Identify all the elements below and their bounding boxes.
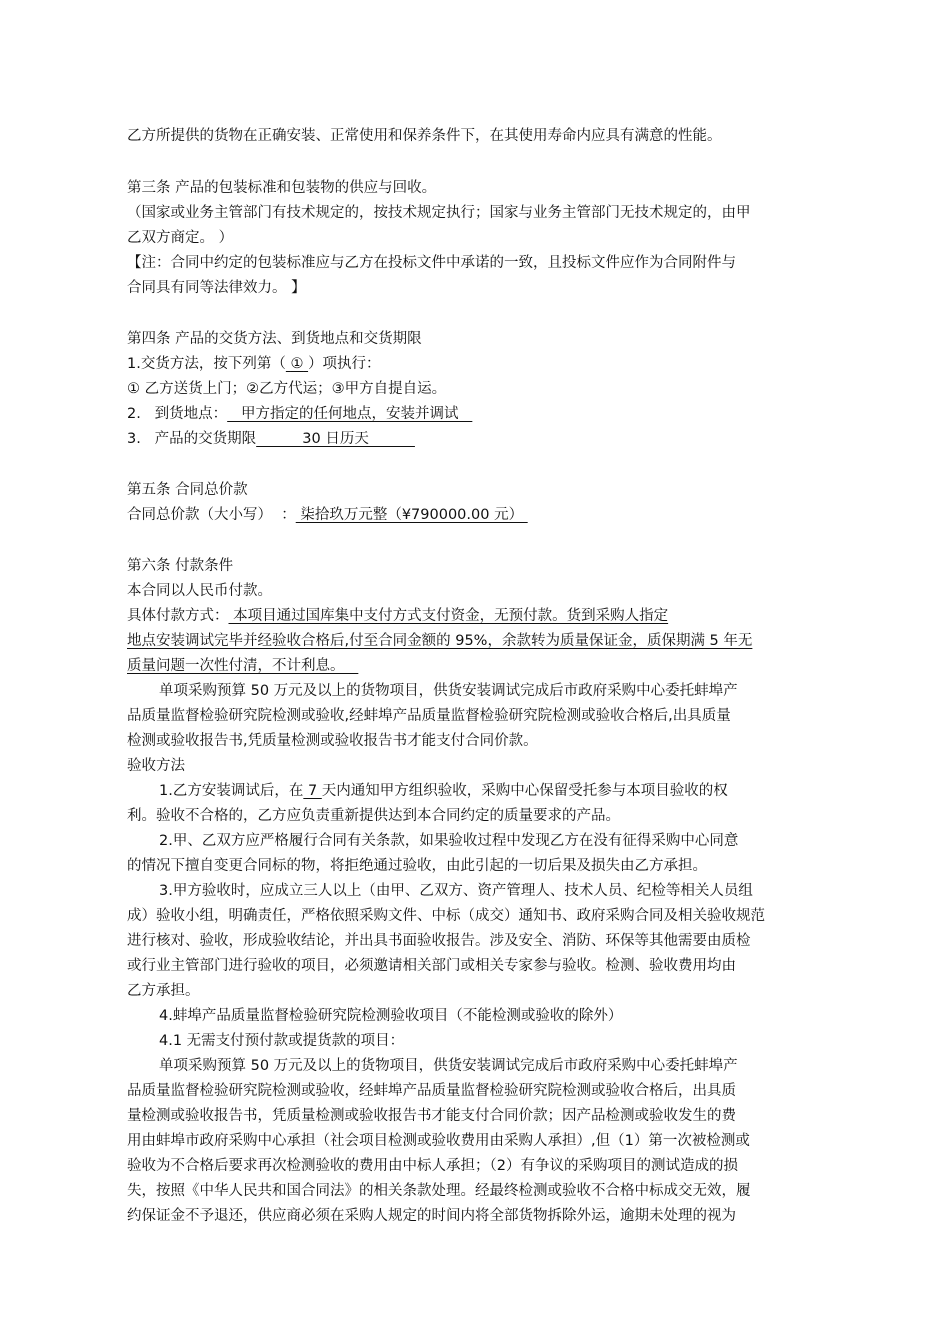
acceptance-item-1-prefix: 1.乙方安装调试后，在 <box>159 783 304 799</box>
delivery-method-choice <box>286 356 308 372</box>
acceptance-item-1-suffix: 天内通知甲方组织验收，采购中心保留受托参与本项目验收的权 <box>321 783 728 799</box>
delivery-method-line <box>127 354 381 374</box>
article-3-note-line: 乙双方商定。 ） <box>127 230 234 246</box>
payment-paragraph-line: 检测或验收报告书,凭质量检测或验收报告书才能支付合同价款。 <box>127 733 538 749</box>
payment-method-text: 本项目通过国库集中支付方式支付资金，无预付款。货到采购人指定 <box>228 608 669 624</box>
acceptance-item-4: 4.蚌埠产品质量监督检验研究院检测验收项目（不能检测或验收的除外） <box>159 1008 623 1024</box>
article-6-heading: 第六条 付款条件 <box>127 558 234 574</box>
acceptance-item-2-line: 2.甲、乙双方应严格履行合同有关条款，如果验收过程中发现乙方在没有征得采购中心同意 <box>159 833 739 849</box>
acceptance-item-1-line <box>159 781 728 801</box>
acceptance-item-3-line: 乙方承担。 <box>127 983 200 999</box>
payment-paragraph-line: 品质量监督检验研究院检测或验收,经蚌埠产品质量监督检验研究院检测或验收合格后,出具质量 <box>127 708 731 724</box>
article-3-note-line: （国家或业务主管部门有技术规定的，按技术规定执行；国家与业务主管部门无技术规定的，由甲 <box>127 205 751 221</box>
article-3-remark-line: 【注：合同中约定的包装标准应与乙方在投标文件中承诺的一致，且投标文件应作为合同附件与 <box>127 255 736 271</box>
acceptance-days-value: 7 <box>303 783 322 799</box>
delivery-term-value: 30 日历天 <box>256 431 415 447</box>
acceptance-item-3-line: 3.甲方验收时，应成立三人以上（由甲、乙双方、资产管理人、技术人员、纪检等相关人员组 <box>159 883 753 899</box>
delivery-location-value: 甲方指定的任何地点，安装并调试 <box>227 406 473 422</box>
article-5-heading: 第五条 合同总价款 <box>127 482 248 498</box>
acceptance-heading: 验收方法 <box>127 758 185 774</box>
delivery-choice-value: ① <box>290 356 304 372</box>
article-4-heading: 第四条 产品的交货方法、到货地点和交货期限 <box>127 331 422 347</box>
delivery-location-line <box>127 404 472 424</box>
acceptance-item-4-1-line: 约保证金不予退还，供应商必须在采购人规定的时间内将全部货物拆除外运，逾期未处理的视为 <box>127 1208 736 1224</box>
delivery-location-label: 2. 到货地点： <box>127 406 228 422</box>
delivery-method-prefix: 1.交货方法，按下列第（ <box>127 356 286 372</box>
acceptance-item-4-1-line: 量检测或验收报告书，凭质量检测或验收报告书才能支付合同价款；因产品检测或验收发生的费 <box>127 1108 736 1124</box>
delivery-term-label: 3. 产品的交货期限 <box>127 431 257 447</box>
intro-line: 乙方所提供的货物在正确安装、正常使用和保养条件下，在其使用寿命内应具有满意的性能。 <box>127 128 722 144</box>
total-price-line <box>127 505 528 525</box>
acceptance-item-4-1-line: 用由蚌埠市政府采购中心承担（社会项目检测或验收费用由采购人承担）,但（1）第一次被检测或 <box>127 1133 750 1149</box>
delivery-term-line <box>127 429 415 449</box>
acceptance-item-3-line: 进行核对、验收，形成验收结论，并出具书面验收报告。涉及安全、消防、环保等其他需要由质检 <box>127 933 751 949</box>
delivery-options: ① 乙方送货上门；②乙方代运；③甲方自提自运。 <box>127 381 447 397</box>
payment-paragraph-line: 单项采购预算 50 万元及以上的货物项目，供货安装调试完成后市政府采购中心委托蚌埠产 <box>159 683 738 699</box>
delivery-method-suffix: ）项执行： <box>308 356 381 372</box>
payment-method-line <box>127 606 668 626</box>
acceptance-item-4-1-line: 验收为不合格后要求再次检测验收的费用由中标人承担；（2）有争议的采购项目的测试造成的损 <box>127 1158 738 1174</box>
payment-currency: 本合同以人民币付款。 <box>127 583 272 599</box>
payment-method-line: 质量问题一次性付清，不计利息。 <box>127 658 359 674</box>
total-price-label: 合同总价款（大小写） ： <box>127 507 296 523</box>
acceptance-item-4-1: 4.1 无需支付预付款或提货款的项目： <box>159 1033 405 1049</box>
acceptance-item-4-1-line: 单项采购预算 50 万元及以上的货物项目，供货安装调试完成后市政府采购中心委托蚌埠产 <box>159 1058 738 1074</box>
article-3-heading: 第三条 产品的包装标准和包装物的供应与回收。 <box>127 180 437 196</box>
acceptance-item-4-1-line: 品质量监督检验研究院检测或验收，经蚌埠产品质量监督检验研究院检测或验收合格后，出具质 <box>127 1083 736 1099</box>
total-price-value: 柒拾玖万元整（¥790000.00 元） <box>295 507 528 523</box>
payment-method-label: 具体付款方式： <box>127 608 229 624</box>
acceptance-item-3-line: 成）验收小组，明确责任，严格依照采购文件、中标（成交）通知书、政府采购合同及相关验收规范 <box>127 908 765 924</box>
acceptance-item-2-line: 的情况下擅自变更合同标的物，将拒绝通过验收，由此引起的一切后果及损失由乙方承担。 <box>127 858 707 874</box>
acceptance-item-4-1-line: 失，按照《中华人民共和国合同法》的相关条款处理。经最终检测或验收不合格中标成交无效，履 <box>127 1183 751 1199</box>
article-3-remark-line: 合同具有同等法律效力。 】 <box>127 280 306 296</box>
acceptance-item-3-line: 或行业主管部门进行验收的项目，必须邀请相关部门或相关专家参与验收。检测、验收费用均由 <box>127 958 736 974</box>
acceptance-item-1-line: 利。验收不合格的，乙方应负责重新提供达到本合同约定的质量要求的产品。 <box>127 808 620 824</box>
payment-method-line: 地点安装调试完毕并经验收合格后,付至合同金额的 95%，余款转为质量保证金，质保期满 5 年无 <box>127 633 753 649</box>
